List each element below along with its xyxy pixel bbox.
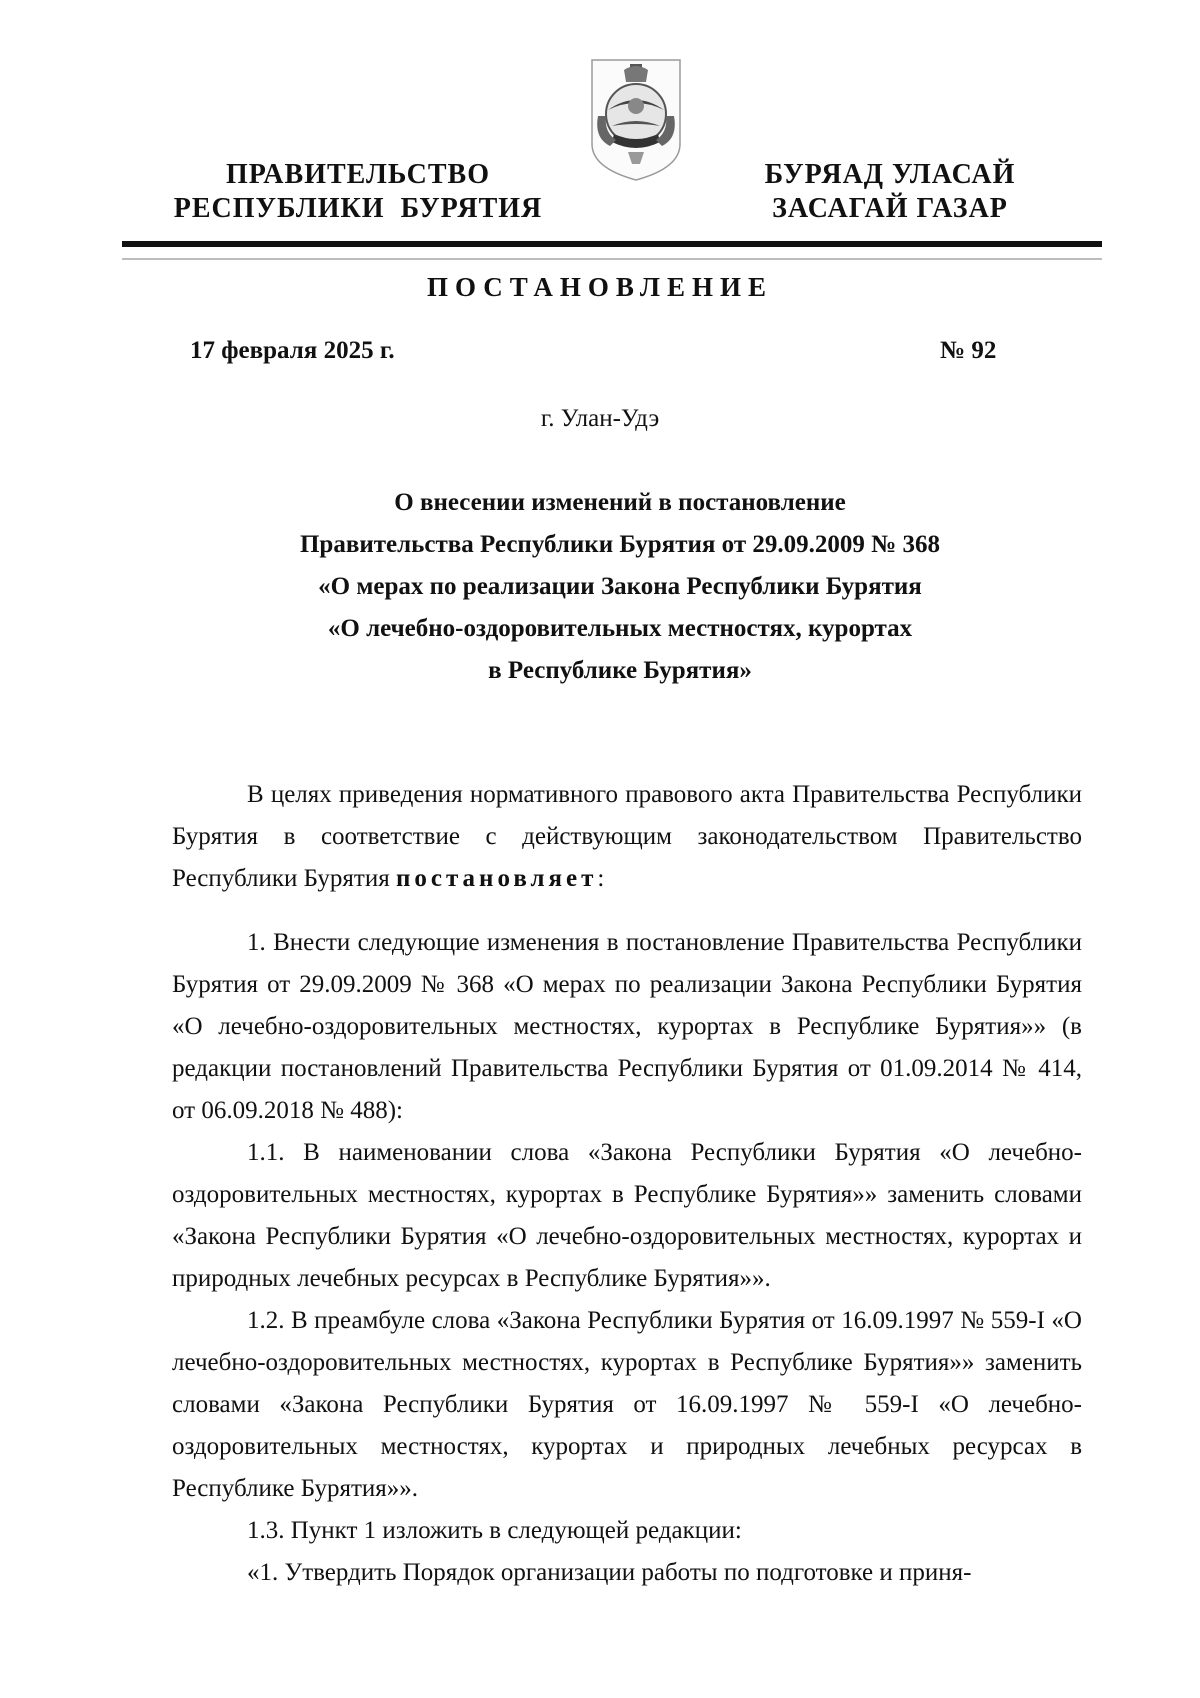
document-number: № 92 [940,337,997,364]
item-1-3: 1.3. Пункт 1 изложить в следующей редакции: [247,1517,742,1544]
document-city: г. Улан-Удэ [540,405,660,432]
preamble [172,774,1082,900]
item-quoted-1: «1. Утвердить Порядок организации работы по подготовке и приня- [247,1559,972,1586]
title-line: «О лечебно-оздоровительных местностях, курортах [327,615,913,642]
item-1: 1. Внести следующие изменения в постановление Правительства Республики Бурятия от 29.09.2009 № 368 «О мерах по реализации Закона Республики Бурятия «О лечебно-оздоровительных местностях, курортах в Республике Бурятия»» (в редакции постановлений Правительства Республики Бурятия от 01.09.2014 № 414, от 06.09.2018 № 488): [172,929,1082,1124]
preamble-suffix: : [597,865,605,892]
title-line: О внесении изменений в постановление [394,489,846,516]
preamble-text: В целях приведения нормативного правового акта Правительства Республики Бурятия в соответствие с действующим законодательством Правительство Республики Бурятия [172,781,1082,892]
preamble-paragraph [172,774,1082,900]
header-left-line2: РЕСПУБЛИКИ БУРЯТИЯ [173,193,543,224]
header-left-line1: ПРАВИТЕЛЬСТВО [226,159,490,190]
header-government-bua [735,158,1045,226]
title-line: в Республике Бурятия» [488,657,752,684]
decree-word: постановляет [395,865,598,892]
document-date: 17 февраля 2025 г. [190,337,395,364]
header-government-ru [168,158,548,226]
document-type: ПОСТАНОВЛЕНИЕ [426,272,774,302]
document-body [172,922,1082,1594]
coat-of-arms-emblem [588,56,684,184]
document-title [200,482,1040,692]
title-line: Правительства Республики Бурятия от 29.09.2009 № 368 [299,531,940,558]
header-right-line2: ЗАСАГАЙ ГАЗАР [772,193,1008,224]
header-divider-thick [122,241,1102,247]
item-1-1: 1.1. В наименовании слова «Закона Республики Бурятия «О лечебно-оздоровительных местностях, курортах в Республике Бурятия»» заменить словами «Закона Республики Бурятия «О лечебно-оздоровительных местностях, курортах и природных лечебных ресурсах в Республике Бурятия»». [172,1139,1082,1292]
header-divider-thin [122,258,1102,260]
header-right-line1: БУРЯАД УЛАСАЙ [764,159,1016,190]
title-line: «О мерах по реализации Закона Республики Бурятия [318,573,922,600]
item-1-2: 1.2. В преамбуле слова «Закона Республики Бурятия от 16.09.1997 № 559-I «О лечебно-оздоровительных местностях, курортах в Республике Бурятия»» заменить словами «Закона Республики Бурятия от 16.09.1997 № 559-I «О лечебно-оздоровительных местностях, курортах и природных лечебных ресурсах в Республике Бурятия»». [172,1307,1082,1502]
